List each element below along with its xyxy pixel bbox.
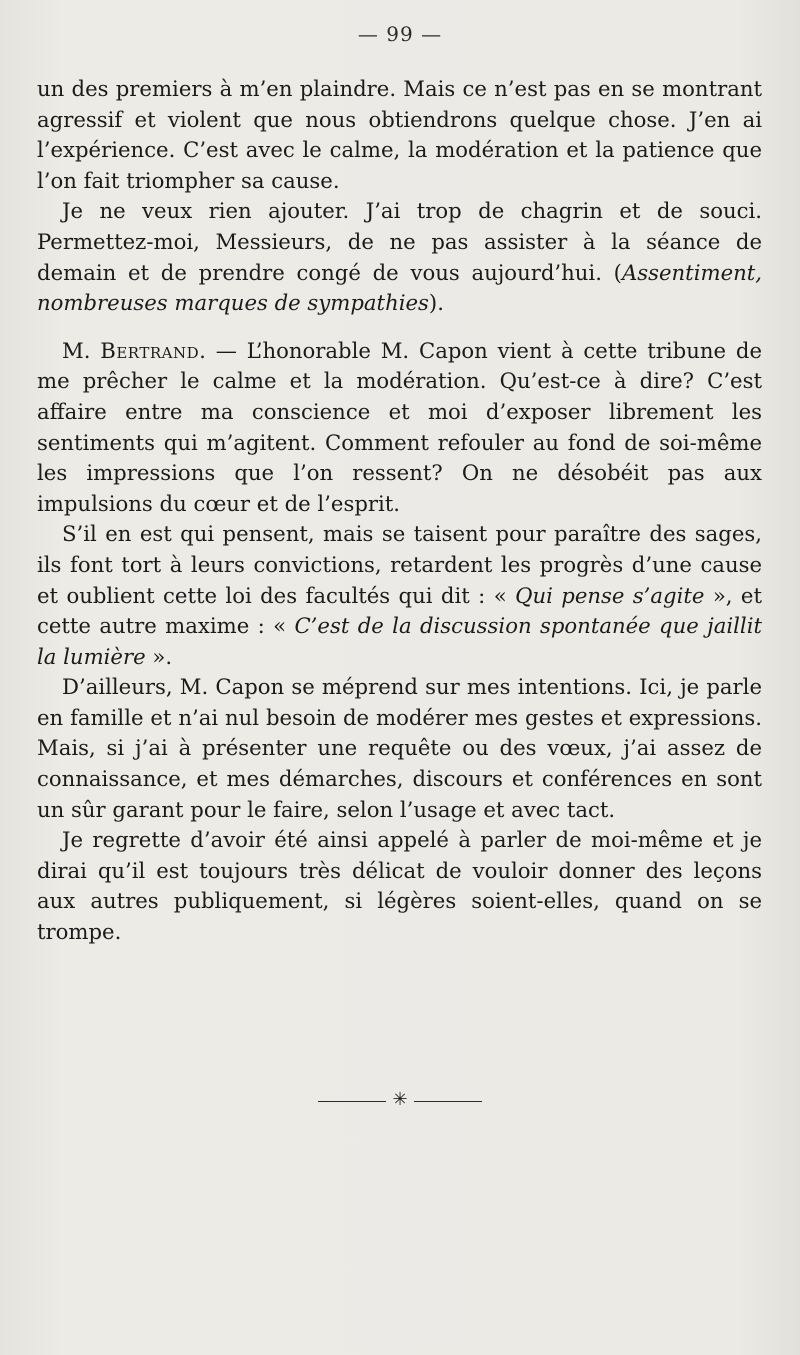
speaker-prefix: M.	[62, 337, 101, 363]
quote-1: Qui pense s’agite	[515, 582, 705, 608]
paragraph-6	[37, 825, 762, 947]
section-divider	[318, 1091, 482, 1111]
paragraph-5-text: D’ailleurs, M. Capon se méprend sur mes intentions. Ici, je parle en famille et n’ai nul besoin de modérer mes gestes et expressions. Mais, si j’ai à présenter une requête ou des vœux, j’ai assez de connaissance, et mes démarches, discours et conférences en sont un sûr garant pour le faire, selon l’usage et avec tact.	[37, 674, 762, 822]
paragraph-3-text: . — L’honorable M. Capon vient à cette tribune de me prêcher le calme et la modération. Qu’est-ce à dire? C’est affaire entre ma conscience et moi d’exposer librement les sentiments qui m’agitent. Comment refouler au fond de soi-même les impressions que l’on ressent? On ne désobéit pas aux impulsions du cœur et de l’esprit.	[37, 337, 762, 516]
paragraph-5	[37, 672, 762, 825]
speaker-name: Bertrand	[100, 337, 200, 363]
body-text	[37, 74, 762, 948]
paragraph-2-end: ).	[428, 290, 444, 316]
paragraph-1	[37, 74, 762, 196]
paragraph-1-text: un des premiers à m’en plaindre. Mais ce n’est pas en se montrant agressif et violent que nous obtiendrons quelque chose. J’en ai l’expérience. C’est avec le calme, la modération et la patience que l’on fait triompher sa cause.	[37, 76, 762, 193]
paragraph-6-text: Je regrette d’avoir été ainsi appelé à parler de moi-même et je dirai qu’il est toujours très délicat de vouloir donner des leçons aux autres publiquement, si légères soient-elles, quand on se trompe.	[37, 827, 762, 945]
asterisk-ornament-icon: ✳	[392, 1089, 408, 1110]
page-number: — 99 —	[357, 22, 443, 46]
paragraph-2-text: Je ne veux rien ajouter. J’ai trop de chagrin et de souci. Permettez-moi, Messieurs, de ne pas assister à la séance de demain et de prendre congé de vous aujourd’hui. (	[37, 198, 762, 285]
paragraph-2	[37, 196, 762, 318]
paragraph-3	[37, 336, 762, 520]
divider-rule-left	[318, 1101, 386, 1102]
quote-2: C’est de la discussion spontanée que jaillit la lumière	[37, 613, 762, 669]
paragraph-4-text: S’il en est qui pensent, mais se taisent pour paraître des sages, ils font tort à leurs convictions, retardent les progrès d’une cause et oublient cette loi des facultés qui dit : «	[37, 521, 762, 608]
paragraph-4-middle: », et cette autre maxime : «	[37, 582, 762, 639]
divider-rule-right	[414, 1101, 482, 1102]
stage-direction: Assentiment, nombreuses marques de sympathies	[37, 259, 762, 316]
paragraph-4	[37, 519, 762, 672]
paragraph-4-end: ».	[145, 643, 173, 669]
